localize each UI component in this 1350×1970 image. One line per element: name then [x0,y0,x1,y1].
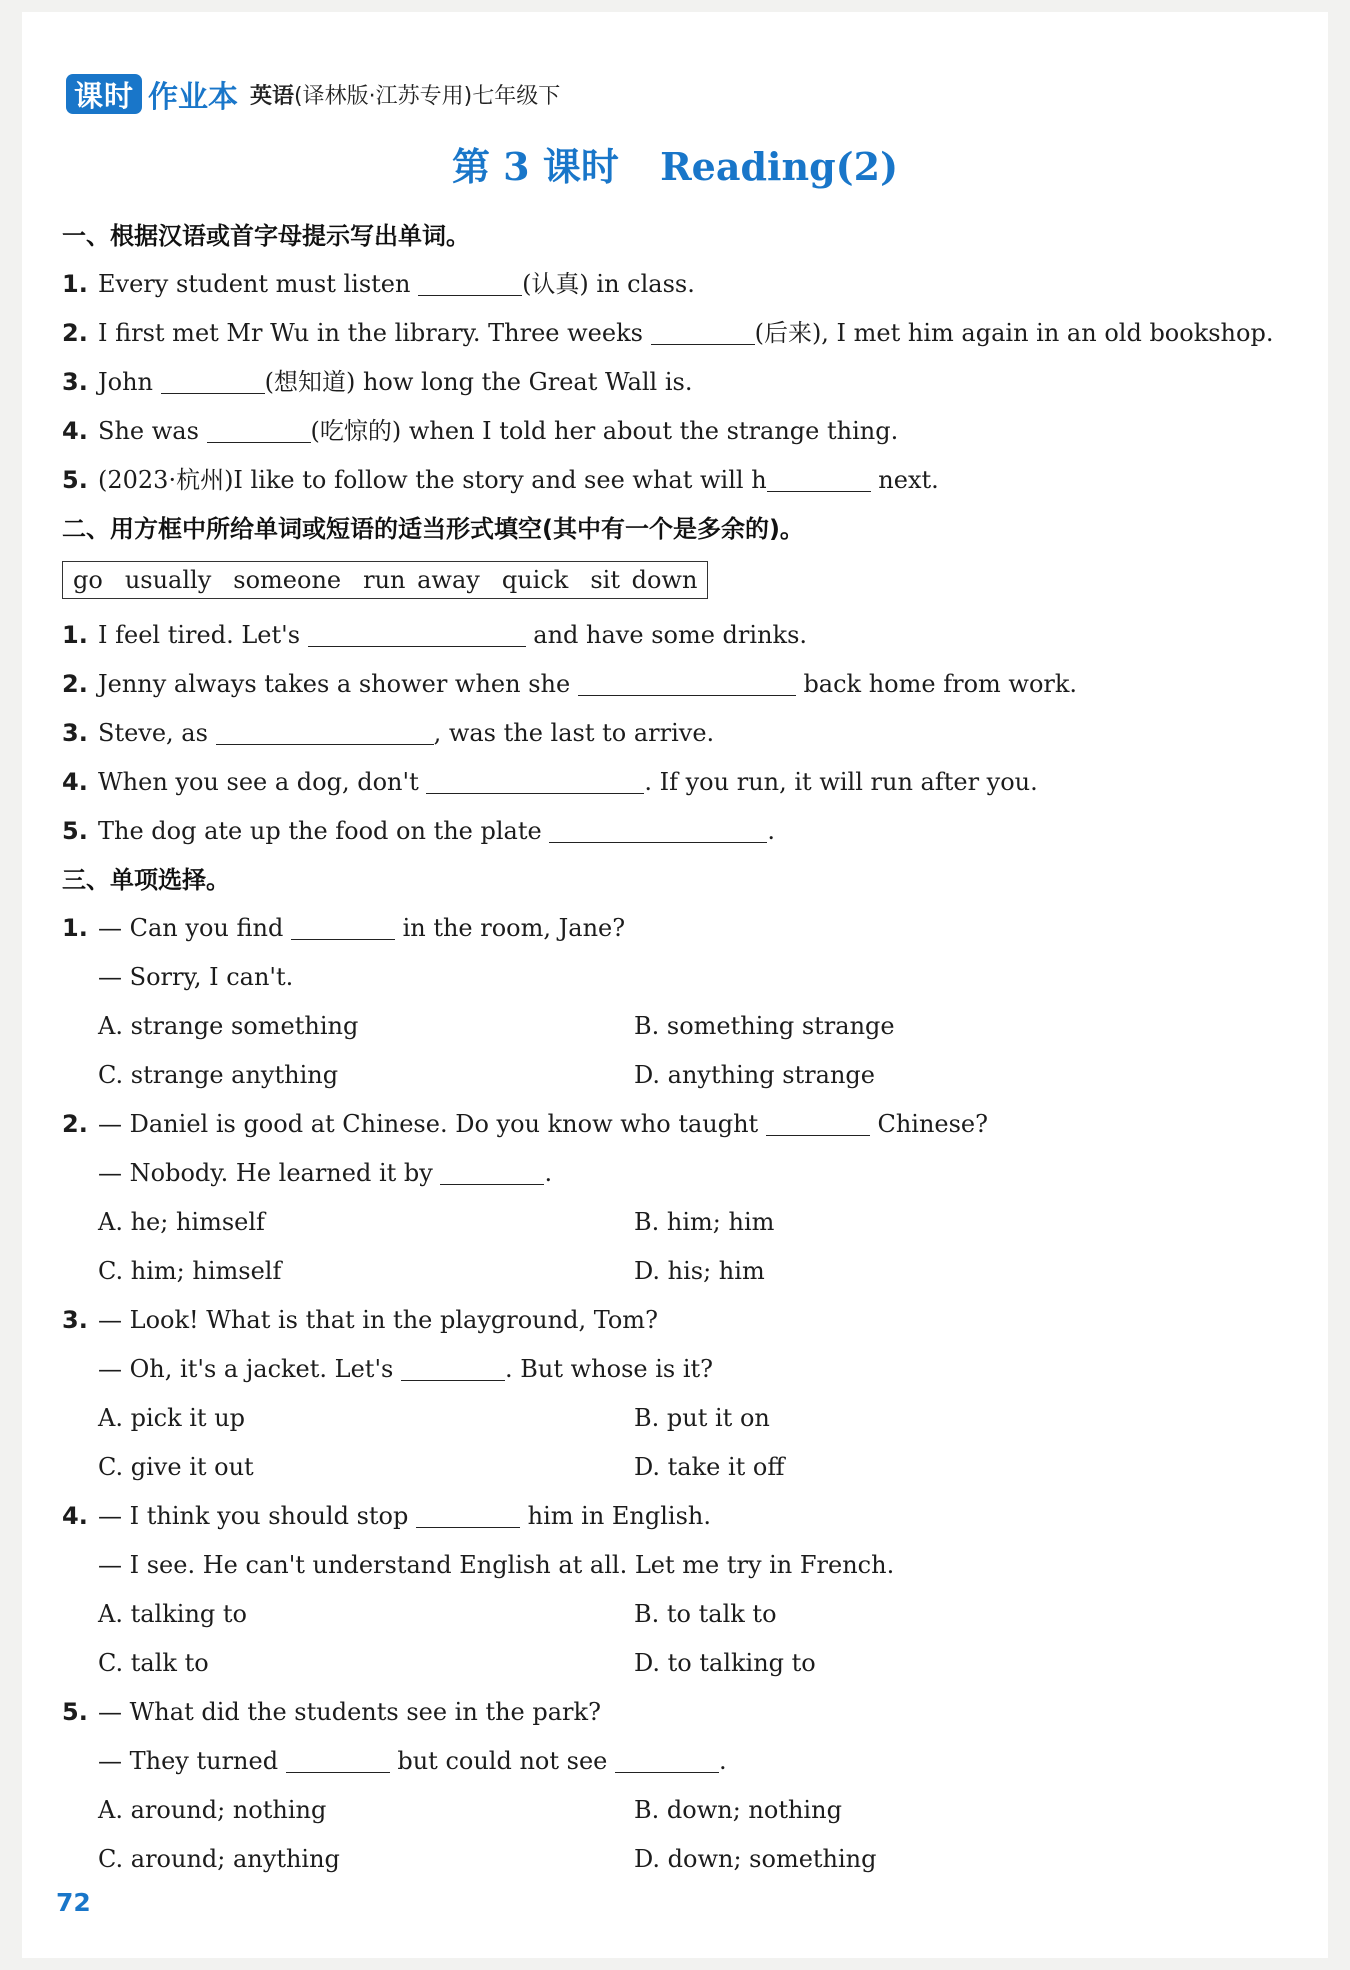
options-row [62,1639,1292,1688]
section-1-item [62,407,1292,456]
subject-edition: (译林版·江苏专用)七年级下 [294,83,561,109]
word-bank-item: someone [233,566,342,594]
options-row [62,1394,1292,1443]
section-1-item [62,456,1292,505]
option-d[interactable]: D. take it off [634,1453,785,1481]
question-text: him in English. [520,1502,712,1530]
answer-blank[interactable] [161,363,265,394]
answer-blank[interactable] [286,1742,390,1773]
response-line [62,1737,1292,1786]
options-row [62,1247,1292,1296]
section-2-item [62,807,1292,856]
item-text: . [767,817,775,845]
exercise-content [62,212,1292,1884]
item-text: back home from work. [795,670,1078,698]
item-text: (想知道) how long the Great Wall is. [264,368,693,396]
question-line [62,1296,1292,1345]
worksheet-page [22,12,1328,1958]
subject-label [250,79,560,110]
page-number: 72 [56,1888,91,1917]
word-bank-item: usually [124,566,212,594]
options-row [62,1835,1292,1884]
question-line [62,1100,1292,1149]
subject-name: 英语 [250,83,295,109]
answer-blank[interactable] [767,461,871,492]
item-text: and have some drinks. [525,621,808,649]
answer-blank[interactable] [291,909,395,940]
item-text: (2023·杭州)I like to follow the story and see what will h [98,466,767,494]
answer-blank[interactable] [207,412,311,443]
option-b[interactable]: B. down; nothing [634,1796,842,1824]
option-d[interactable]: D. down; something [634,1845,877,1873]
question-text: — Daniel is good at Chinese. Do you know who taught [98,1110,766,1138]
lesson-title [22,136,1328,191]
response-text: . [719,1747,727,1775]
item-number: 1. [62,621,88,649]
option-a[interactable]: A. he; himself [98,1208,265,1236]
options-row [62,1786,1292,1835]
option-d[interactable]: D. to talking to [634,1649,816,1677]
question-text: — Look! What is that in the playground, Tom? [98,1306,658,1334]
options-row [62,1590,1292,1639]
item-number: 5. [62,466,88,494]
option-a[interactable]: A. pick it up [98,1404,246,1432]
item-text: Every student must listen [98,270,419,298]
answer-blank[interactable] [418,265,522,296]
section-2-item [62,758,1292,807]
item-number: 4. [62,768,88,796]
response-text: — They turned [98,1747,286,1775]
item-text: She was [98,417,207,445]
question-line [62,1688,1292,1737]
answer-blank[interactable] [440,1154,544,1185]
brand-logo: 课时 [66,74,142,114]
question-text: — Can you find [98,914,291,942]
section-1-item [62,309,1292,358]
question-text: — What did the students see in the park? [98,1698,601,1726]
item-number: 3. [62,719,88,747]
option-b[interactable]: B. something strange [634,1012,895,1040]
response-text: . But whose is it? [505,1355,714,1383]
options-row [62,1051,1292,1100]
question-text: in the room, Jane? [394,914,626,942]
response-text: — I see. He can't understand English at all. Let me try in French. [98,1551,895,1579]
option-a[interactable]: A. around; nothing [98,1796,327,1824]
item-number: 3. [62,368,88,396]
question-text: — I think you should stop [98,1502,416,1530]
response-line [62,1345,1292,1394]
question-number: 4. [62,1502,88,1530]
item-number: 2. [62,670,88,698]
answer-blank[interactable] [615,1742,719,1773]
word-bank-item: run away [363,566,480,594]
question-number: 1. [62,914,88,942]
response-text: but could not see [389,1747,615,1775]
item-number: 4. [62,417,88,445]
option-d[interactable]: D. anything strange [634,1061,875,1089]
option-b[interactable]: B. to talk to [634,1600,777,1628]
option-a[interactable]: A. strange something [98,1012,359,1040]
item-text: next. [870,466,939,494]
option-b[interactable]: B. him; him [634,1208,775,1236]
response-text: — Sorry, I can't. [98,963,294,991]
response-line [62,1541,1292,1590]
item-text: I feel tired. Let's [98,621,308,649]
section-1-item [62,358,1292,407]
item-number: 5. [62,817,88,845]
answer-blank[interactable] [216,714,434,745]
option-c[interactable]: C. give it out [98,1453,254,1481]
item-text: . If you run, it will run after you. [644,768,1038,796]
section-1-heading: 一、根据汉语或首字母提示写出单词。 [62,222,470,250]
question-line [62,904,1292,953]
section-2-item [62,611,1292,660]
page-header [66,68,560,120]
option-c[interactable]: C. strange anything [98,1061,339,1089]
question-number: 5. [62,1698,88,1726]
response-line [62,953,1292,1002]
question-number: 2. [62,1110,88,1138]
option-c[interactable]: C. around; anything [98,1845,340,1873]
section-2-heading: 二、用方框中所给单词或短语的适当形式填空(其中有一个是多余的)。 [62,515,804,543]
response-text: . [544,1159,553,1187]
section-2-item [62,660,1292,709]
response-text: — Nobody. He learned it by [98,1159,441,1187]
lesson-number: 第 3 课时 [451,144,619,189]
answer-blank[interactable] [401,1350,505,1381]
options-row [62,1443,1292,1492]
options-row [62,1002,1292,1051]
item-number: 2. [62,319,88,347]
option-c[interactable]: C. talk to [98,1649,209,1677]
question-number: 3. [62,1306,88,1334]
section-2-item [62,709,1292,758]
answer-blank[interactable] [651,314,755,345]
word-bank-item: quick [501,566,569,594]
item-text: , was the last to arrive. [433,719,715,747]
answer-blank[interactable] [578,665,796,696]
option-c[interactable]: C. him; himself [98,1257,282,1285]
question-text: Chinese? [869,1110,988,1138]
answer-blank[interactable] [416,1497,520,1528]
item-text: The dog ate up the food on the plate [98,817,550,845]
answer-blank[interactable] [308,616,526,647]
word-bank-item: sit down [590,566,698,594]
item-text: (后来), I met him again in an old bookshop. [754,319,1274,347]
item-text: (认真) in class. [522,270,695,298]
item-text: I first met Mr Wu in the library. Three weeks [98,319,651,347]
question-line [62,1492,1292,1541]
response-text: — Oh, it's a jacket. Let's [98,1355,401,1383]
item-text: When you see a dog, don't [98,768,427,796]
section-1-item [62,260,1292,309]
word-bank-item: go [73,566,103,594]
item-text: Jenny always takes a shower when she [98,670,578,698]
item-text: John [98,368,161,396]
answer-blank[interactable] [426,763,644,794]
answer-blank[interactable] [549,812,767,843]
item-text: (吃惊的) when I told her about the strange thing. [310,417,899,445]
options-row [62,1198,1292,1247]
word-bank-box [62,561,708,599]
option-b[interactable]: B. put it on [634,1404,770,1432]
item-number: 1. [62,270,88,298]
option-d[interactable]: D. his; him [634,1257,765,1285]
response-line [62,1149,1292,1198]
option-a[interactable]: A. talking to [98,1600,247,1628]
answer-blank[interactable] [766,1105,870,1136]
brand-word: 作业本 [148,80,239,115]
section-3-heading: 三、单项选择。 [62,866,230,894]
item-text: Steve, as [98,719,216,747]
lesson-topic: Reading(2) [660,144,899,189]
